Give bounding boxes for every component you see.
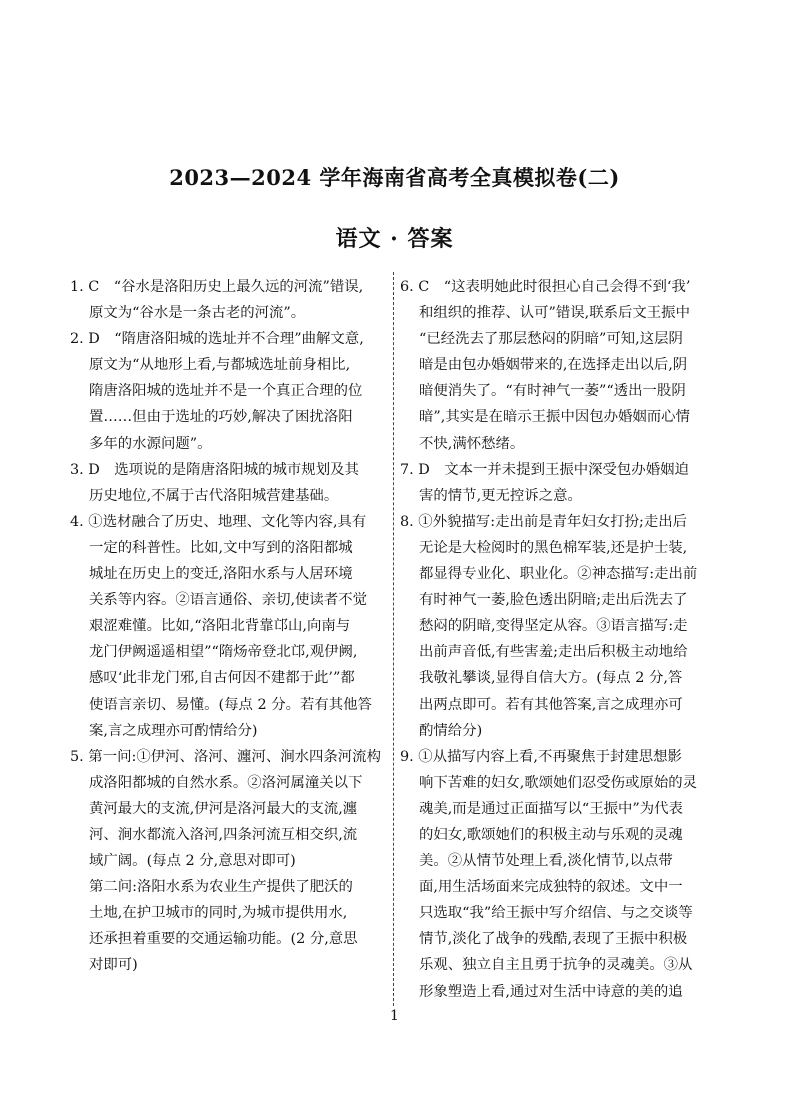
text-line: 一定的科普性。比如,文中写到的洛阳都城 [89,539,353,556]
column-divider [393,272,394,1006]
text-line: 我敬礼攀谈,显得自信大方。(每点 2 分,答 [419,670,683,687]
text-line: 艰涩难懂。比如,“洛阳北背靠邙山,向南与 [89,618,351,635]
text-line: 历史地位,不属于古代洛阳城营建基础。 [89,487,339,504]
text-line: 域广阔。(每点 2 分,意思对即可) [89,853,296,870]
text-line: “已经洗去了那层愁闷的阴暗”可知,这层阴 [419,331,683,348]
text-line: 都显得专业化、职业化。②神态描写:走出前 [419,566,698,583]
text-line: 对即可) [89,957,138,974]
text-line: 2. D “隋唐洛阳城的选址并不合理”曲解文意, [70,331,364,348]
text-line: 黄河最大的支流,伊河是洛河最大的支流,瀍 [89,800,358,817]
text-line: 不快,满怀愁绪。 [419,435,525,452]
text-line: 魂美,而是通过正面描写以“王振中”为代表 [419,800,683,817]
text-line: 响下苦难的妇女,歌颂她们忍受伤或原始的灵 [419,774,697,791]
text-line: 使语言亲切、易懂。(每点 2 分。若有其他答 [89,696,372,713]
text-line: 暗是由包办婚姻带来的,在选择走出以后,阴 [419,357,688,374]
text-line: 暗”,其实是在暗示王振中因包办婚姻而心情 [419,409,690,426]
text-line: 原文为“从地形上看,与都城选址前身相比, [89,357,351,374]
text-line: 和组织的推荐、认可”错误,联系后文王振中 [419,305,690,322]
right-column [400,274,722,1005]
text-line: 的妇女,歌颂她们的积极主动与乐观的灵魂 [419,826,683,843]
text-line: 关系等内容。②语言通俗、亲切,使读者不觉 [89,592,367,609]
text-line: 有时神气一萎,脸色透出阴暗;走出后洗去了 [419,592,688,609]
document-title: 2023—2024 学年海南省高考全真模拟卷(二) [169,165,620,190]
text-line: 情节,淡化了战争的残酷,表现了王振中积极 [419,931,688,948]
text-line: 出两点即可。若有其他答案,言之成理亦可 [419,696,683,713]
text-line: 7. D 文本一并未提到王振中深受包办婚姻迫 [400,461,689,478]
text-line: 多年的水源问题”。 [89,435,212,452]
text-line: 原文为“谷水是一条古老的河流”。 [89,305,306,322]
text-line: 河、涧水都流入洛河,四条河流互相交织,流 [89,826,358,843]
text-line: 酌情给分) [419,722,483,739]
text-line: 成洛阳都城的自然水系。②洛河属潼关以下 [89,774,363,791]
page-number: 1 [390,1008,399,1024]
text-line: 美。②从情节处理上看,淡化情节,以点带 [419,853,673,870]
text-line: 愁闷的阴暗,变得坚定从容。③语言描写:走 [419,618,688,635]
text-line: 3. D 选项说的是隋唐洛阳城的城市规划及其 [70,461,359,478]
text-line: 案,言之成理亦可酌情给分) [89,722,258,739]
text-line: 土地,在护卫城市的同时,为城市提供用水, [89,905,348,922]
text-line: 面,用生活场面来完成独特的叙述。文中一 [419,879,683,896]
text-line: 出前声音低,有些害羞;走出后积极主动地给 [419,644,688,661]
text-line: 感叹‘此非龙门邪,自古何因不建都于此’”都 [89,670,355,687]
text-line: 无论是大检阅时的黑色棉军装,还是护士装, [419,539,688,556]
text-line: 乐观、独立自主且勇于抗争的灵魂美。③从 [419,957,693,974]
text-line: 暗便消失了。“有时神气一萎”“透出一股阴 [419,383,686,400]
text-line: 9. ①从描写内容上看,不再聚焦于封建思想影 [400,748,682,765]
text-line: 城址在历史上的变迁,洛阳水系与人居环境 [89,566,353,583]
text-line: 隋唐洛阳城的选址并不是一个真正合理的位 [89,383,363,400]
text-line: 6. C “这表明她此时很担心自己会得不到‘我’ [400,279,691,295]
text-line: 还承担着重要的交通运输功能。(2 分,意思 [89,931,358,948]
left-column [70,274,386,979]
text-line: 置……但由于选址的巧妙,解决了困扰洛阳 [89,409,353,426]
text-line: 8. ①外貌描写:走出前是青年妇女打扮;走出后 [400,513,688,530]
text-line: 5. 第一问:①伊河、洛河、瀍河、涧水四条河流构 [70,748,381,765]
text-line: 第二问:洛阳水系为农业生产提供了肥沃的 [89,879,353,896]
text-line: 1. C “谷水是洛阳历史上最久远的河流”错误, [70,279,364,295]
text-line: 形象塑造上看,通过对生活中诗意的美的追 [419,983,683,1000]
text-line: 只选取“我”给王振中写介绍信、与之交谈等 [419,905,693,922]
text-line: 龙门伊阙遥遥相望”“隋炀帝登北邙,观伊阙, [89,644,358,661]
text-line: 害的情节,更无控诉之意。 [419,487,582,504]
text-line: 4. ①选材融合了历史、地理、文化等内容,具有 [70,513,367,530]
document-subtitle: 语文 · 答案 [335,226,454,252]
